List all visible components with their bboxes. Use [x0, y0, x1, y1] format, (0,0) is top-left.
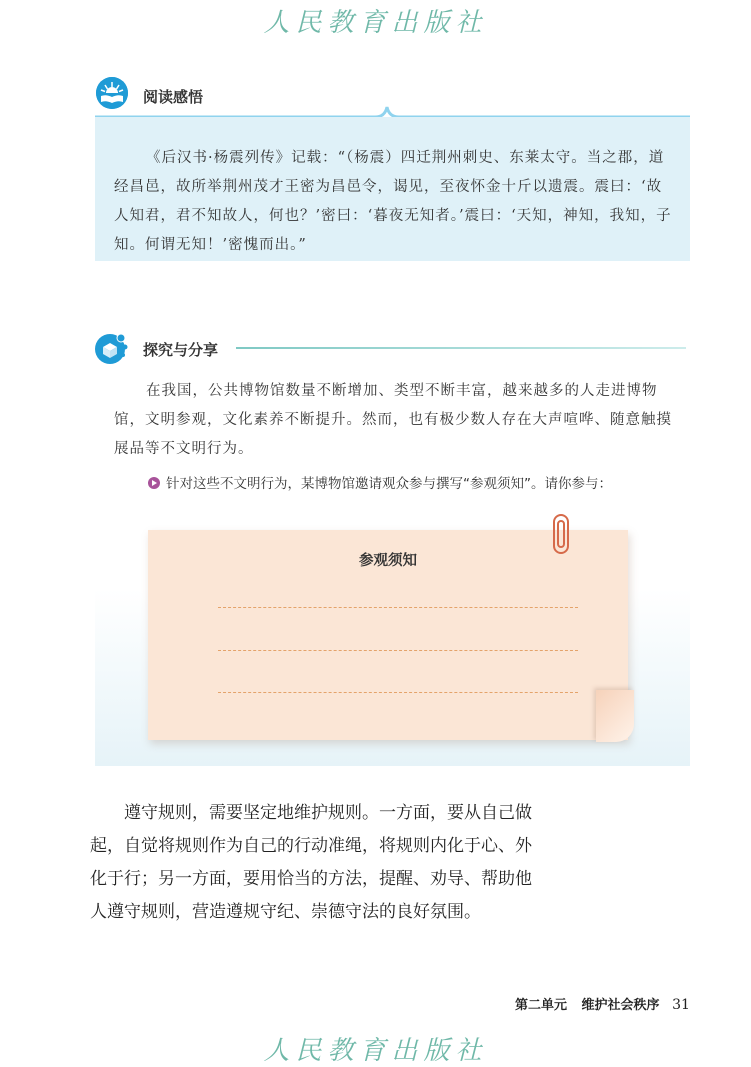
cube-bubbles-icon	[95, 331, 129, 365]
unit-title: 维护社会秩序	[581, 998, 660, 1013]
explore-text: 在我国，公共博物馆数量不断增加、类型不断丰富，越来越多的人走进博物馆，文明参观，文化素养不断提升。然而，也有极少数人存在大声喧哗、随意触摸展品等不文明行为。	[114, 383, 672, 457]
explore-section-title: 探究与分享	[143, 341, 219, 359]
play-bullet-icon	[148, 477, 160, 489]
page-footer	[515, 994, 690, 1013]
main-paragraph: 遵守规则，需要坚定地维护规则。一方面，要从自己做起，自觉将规则作为自己的行动准绳，将规则内化于心、外化于行；另一方面，要用恰当的方法，提醒、劝导、帮助他人遵守规则，营造遵规守纪、崇德守法的良好氛围。	[90, 803, 532, 922]
answer-line-2[interactable]	[218, 650, 578, 651]
note-title: 参观须知	[359, 553, 417, 569]
task-text: 针对这些不文明行为，某博物馆邀请观众参与撰写“参观须知”。请你参与：	[166, 476, 612, 492]
answer-line-1[interactable]	[218, 607, 578, 608]
publisher-footer: 人民教育出版社	[263, 1036, 488, 1066]
page-number: 31	[672, 997, 690, 1013]
reading-section-title: 阅读感悟	[143, 88, 204, 106]
reading-text: 《后汉书·杨震列传》记载：“（杨震）四迁荆州刺史、东莱太守。当之郡，道经昌邑，故所举荆州茂才王密为昌邑令，谒见，至夜怀金十斤以遗震。震曰：‘故人知君，君不知故人，何也？’密曰：‘暮夜无知者。’震曰：‘天知，神知，我知，子知。何谓无知！’密愧而出。”	[114, 150, 672, 253]
publisher-header: 人民教育出版社	[263, 8, 488, 38]
unit-label: 第二单元	[515, 998, 568, 1013]
task-instruction	[148, 472, 612, 492]
page-curl	[596, 690, 634, 742]
answer-line-3[interactable]	[218, 692, 578, 693]
explore-divider	[236, 347, 686, 349]
paperclip-inner	[557, 520, 565, 548]
